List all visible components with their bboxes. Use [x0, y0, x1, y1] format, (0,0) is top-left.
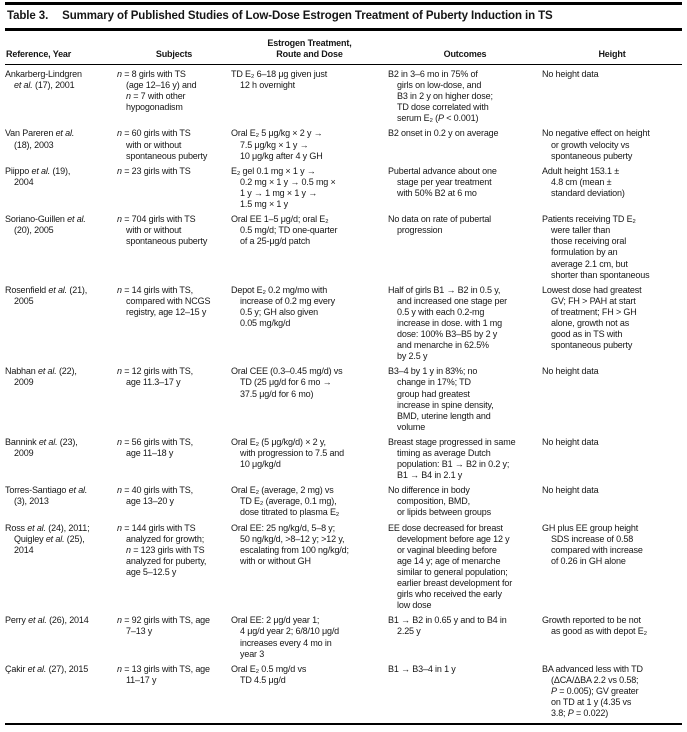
- table-row: [5, 523, 682, 616]
- table-row: [5, 437, 682, 485]
- table-header: [5, 31, 682, 65]
- cell-height: Patients receiving TD E₂ were taller than those receiving oral formulation by an average 2.1 cm, but shorter than spontaneous: [542, 214, 650, 280]
- cell-ref: Çakir et al. (27), 2015: [5, 663, 89, 674]
- cell-height: Adult height 153.1 ± 4.8 cm (mean ± standard deviation): [542, 165, 625, 198]
- cell-ref: Rosenfield et al. (21), 2005: [5, 284, 88, 306]
- table-row: [5, 65, 682, 129]
- column-header-outcomes: Outcomes: [388, 31, 542, 65]
- cell-outcomes: No difference in body composition, BMD, or lipids between groups: [388, 485, 491, 518]
- table-row: [5, 615, 682, 663]
- cell-treatment: Oral E₂ (5 μg/kg/d) × 2 y, with progression to 7.5 and 10 μg/kg/d: [231, 436, 345, 470]
- cell-treatment: Oral E₂ (average, 2 mg) vs TD E₂ (average, 0.1 mg), dose titrated to plasma E₂: [231, 485, 340, 518]
- cell-ref: Ross et al. (24), 2011; Quigley et al. (25), 2014: [5, 522, 90, 555]
- cell-subjects: n = 60 girls with TS with or without spontaneous puberty: [117, 128, 208, 161]
- table-row: [5, 366, 682, 437]
- column-header-estrogen-treatment: Estrogen Treatment, Route and Dose: [231, 31, 388, 65]
- cell-height: Growth reported to be not as good as with depot E₂: [542, 615, 647, 637]
- cell-subjects: n = 92 girls with TS, age 7–13 y: [117, 615, 210, 637]
- cell-height: No height data: [542, 485, 599, 496]
- cell-height: No height data: [542, 436, 599, 447]
- column-header-height: Height: [542, 31, 682, 65]
- cell-height: GH plus EE group height SDS increase of 0.58 compared with increase of 0.26 in GH alone: [542, 522, 643, 566]
- column-header-subjects: Subjects: [117, 31, 231, 65]
- summary-table: [5, 31, 682, 725]
- cell-height: Lowest dose had greatest GV; FH > PAH at start of treatment; FH > GH alone, growth not as good as in TS with spontaneous puberty: [542, 284, 642, 351]
- cell-ref: Van Pareren et al. (18), 2003: [5, 128, 75, 150]
- cell-outcomes: B2 in 3–6 mo in 75% of girls on low-dose, and B3 in 2 y on higher dose; TD dose correlated with serum E₂ (P < 0.001): [388, 69, 493, 124]
- cell-treatment: E₂ gel 0.1 mg × 1 y → 0.2 mg × 1 y → 0.5 mg × 1 y → 1 mg × 1 y → 1.5 mg × 1 y: [231, 165, 336, 210]
- table-title-text: Summary of Published Studies of Low-Dose Estrogen Treatment of Puberty Induction in TS: [62, 10, 553, 22]
- cell-outcomes: Half of girls B1 → B2 in 0.5 y, and increased one stage per 0.5 y with each 0.2-mg increase in dose. with 1 mg dose: 100% B3–B5 by 2 y and menarche in 62.5% by 2.5 y: [388, 284, 508, 362]
- cell-ref: Ankarberg-Lindgren et al. (17), 2001: [5, 69, 82, 91]
- cell-ref: Piippo et al. (19), 2004: [5, 165, 71, 187]
- cell-outcomes: No data on rate of pubertal progression: [388, 214, 492, 236]
- table-row: [5, 485, 682, 522]
- cell-subjects: n = 23 girls with TS: [117, 165, 191, 176]
- table-title: [5, 2, 682, 31]
- table-body: [5, 65, 682, 725]
- table-number-label: Table 3.: [7, 10, 49, 22]
- cell-outcomes: B2 onset in 0.2 y on average: [388, 128, 499, 139]
- cell-height: BA advanced less with TD (ΔCA/ΔBA 2.2 vs 0.58; P = 0.005); GV greater on TD at 1 y (4.35 vs 3.8; P = 0.022): [542, 663, 643, 719]
- table-row: [5, 166, 682, 214]
- cell-ref: Torres-Santiago et al. (3), 2013: [5, 485, 88, 507]
- cell-ref: Bannink et al. (23), 2009: [5, 436, 78, 458]
- cell-subjects: n = 40 girls with TS, age 13–20 y: [117, 485, 193, 507]
- cell-subjects: n = 14 girls with TS, compared with NCGS registry, age 12–15 y: [117, 284, 211, 317]
- cell-ref: Soriano-Guillen et al. (20), 2005: [5, 214, 86, 236]
- cell-outcomes: B1 → B3–4 in 1 y: [388, 663, 456, 674]
- table-row: [5, 285, 682, 367]
- cell-treatment: TD E₂ 6–18 μg given just 12 h overnight: [231, 69, 328, 91]
- table-row: [5, 664, 682, 724]
- cell-height: No height data: [542, 69, 599, 79]
- cell-outcomes: Breast stage progressed in same timing as average Dutch population: B1 → B2 in 0.2 y; B1 → B4 in 2.1 y: [388, 436, 516, 481]
- cell-outcomes: B3–4 by 1 y in 83%; no change in 17%; TD group had greatest increase in spine density, BMD, uterine length and volume: [388, 366, 494, 432]
- cell-treatment: Oral EE 1–5 μg/d; oral E₂ 0.5 mg/d; TD one-quarter of a 25-μg/d patch: [231, 214, 338, 247]
- cell-treatment: Oral CEE (0.3–0.45 mg/d) vs TD (25 μg/d for 6 mo → 37.5 μg/d for 6 mo): [231, 366, 343, 399]
- cell-treatment: Oral EE: 25 ng/kg/d, 5–8 y; 50 ng/kg/d, >8–12 y; >12 y, escalating from 100 ng/kg/d; with or without GH: [231, 522, 349, 566]
- column-header-reference-year: Reference, Year: [5, 31, 117, 65]
- cell-ref: Nabhan et al. (22), 2009: [5, 366, 77, 388]
- cell-treatment: Oral E₂ 5 μg/kg × 2 y → 7.5 μg/kg × 1 y → 10 μg/kg after 4 y GH: [231, 128, 323, 161]
- cell-height: No negative effect on height or growth velocity vs spontaneous puberty: [542, 128, 650, 161]
- cell-subjects: n = 704 girls with TS with or without spontaneous puberty: [117, 214, 208, 247]
- cell-ref: Perry et al. (26), 2014: [5, 615, 89, 626]
- cell-subjects: n = 13 girls with TS, age 11–17 y: [117, 663, 210, 685]
- cell-outcomes: B1 → B2 in 0.65 y and to B4 in 2.25 y: [388, 615, 507, 637]
- cell-treatment: Oral E₂ 0.5 mg/d vs TD 4.5 μg/d: [231, 663, 307, 685]
- cell-outcomes: EE dose decreased for breast development before age 12 y or vaginal bleeding before age 14 y; age of menarche similar to general population; earlier breast development for girls who received the early low dose: [388, 522, 513, 611]
- table-row: [5, 128, 682, 165]
- cell-subjects: n = 8 girls with TS (age 12–16 y) and n = 7 with other hypogonadism: [117, 69, 197, 113]
- cell-subjects: n = 12 girls with TS, age 11.3–17 y: [117, 366, 193, 388]
- cell-subjects: n = 56 girls with TS, age 11–18 y: [117, 436, 193, 458]
- cell-treatment: Depot E₂ 0.2 mg/mo with increase of 0.2 mg every 0.5 y; GH also given 0.05 mg/kg/d: [231, 284, 335, 328]
- table-row: [5, 214, 682, 285]
- cell-subjects: n = 144 girls with TS analyzed for growth; n = 123 girls with TS analyzed for puberty, age 5–12.5 y: [117, 522, 207, 577]
- cell-outcomes: Pubertal advance about one stage per year treatment with 50% B2 at 6 mo: [388, 165, 497, 198]
- cell-treatment: Oral EE: 2 μg/d year 1; 4 μg/d year 2; 6/8/10 μg/d increases every 4 mo in year 3: [231, 615, 340, 659]
- cell-height: No height data: [542, 366, 599, 377]
